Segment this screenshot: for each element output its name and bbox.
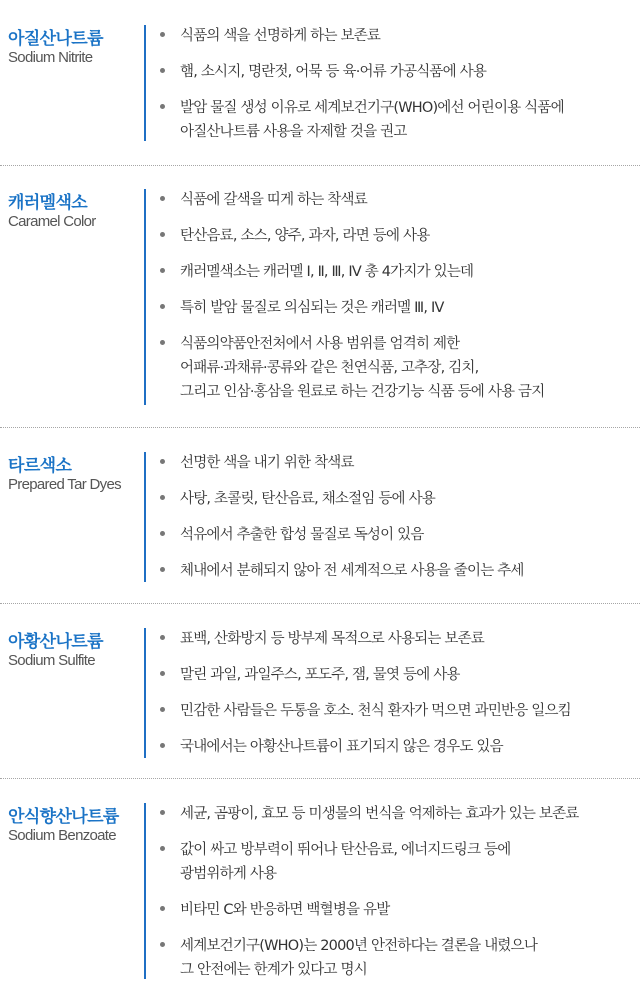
bullet-dot bbox=[160, 671, 165, 676]
bullet-dot bbox=[160, 304, 165, 309]
bullet-dot bbox=[160, 906, 165, 911]
bullet-list bbox=[158, 24, 638, 144]
list-item: 석유에서 추출한 합성 물질로 독성이 있음 bbox=[158, 523, 638, 547]
bullet-dot bbox=[160, 32, 165, 37]
bullet-dot bbox=[160, 104, 165, 109]
bullet-dot bbox=[160, 495, 165, 500]
section-title-ko: 타르색소 bbox=[8, 456, 72, 476]
section-title-ko: 안식향산나트륨 bbox=[8, 807, 119, 827]
section-title-en: Caramel Color bbox=[8, 213, 96, 230]
list-item: 특히 발암 물질로 의심되는 것은 캐러멜 Ⅲ, Ⅳ bbox=[158, 296, 638, 320]
section-title-en: Sodium Nitrite bbox=[8, 49, 93, 66]
bullet-dot bbox=[160, 743, 165, 748]
bullet-dot bbox=[160, 459, 165, 464]
bullet-dot bbox=[160, 531, 165, 536]
bullet-dot bbox=[160, 268, 165, 273]
section-accent-bar bbox=[144, 803, 146, 979]
section-accent-bar bbox=[144, 25, 146, 141]
bullet-dot bbox=[160, 942, 165, 947]
section-divider bbox=[0, 427, 640, 428]
list-item: 표백, 산화방지 등 방부제 목적으로 사용되는 보존료 bbox=[158, 627, 638, 651]
list-item: 체내에서 분해되지 않아 전 세계적으로 사용을 줄이는 추세 bbox=[158, 559, 638, 583]
bullet-dot bbox=[160, 810, 165, 815]
list-item: 식품에 갈색을 띠게 하는 착색료 bbox=[158, 188, 638, 212]
list-item: 세균, 곰팡이, 효모 등 미생물의 번식을 억제하는 효과가 있는 보존료 bbox=[158, 802, 638, 826]
list-item: 사탕, 초콜릿, 탄산음료, 채소절임 등에 사용 bbox=[158, 487, 638, 511]
bullet-list bbox=[158, 451, 638, 583]
bullet-list bbox=[158, 802, 638, 982]
list-item: 값이 싸고 방부력이 뛰어나 탄산음료, 에너지드링크 등에 광범위하게 사용 bbox=[158, 838, 638, 886]
list-item: 세계보건기구(WHO)는 2000년 안전하다는 결론을 내렸으나 그 안전에는 한계가 있다고 명시 bbox=[158, 934, 638, 982]
list-item: 민감한 사람들은 두통을 호소. 천식 환자가 먹으면 과민반응 일으킴 bbox=[158, 699, 638, 723]
section-title-en: Sodium Sulfite bbox=[8, 652, 95, 669]
section-divider bbox=[0, 778, 640, 779]
bullet-dot bbox=[160, 68, 165, 73]
section-title-en: Prepared Tar Dyes bbox=[8, 476, 121, 493]
list-item: 비타민 C와 반응하면 백혈병을 유발 bbox=[158, 898, 638, 922]
list-item: 햄, 소시지, 명란젓, 어묵 등 육·어류 가공식품에 사용 bbox=[158, 60, 638, 84]
list-item: 선명한 색을 내기 위한 착색료 bbox=[158, 451, 638, 475]
section-accent-bar bbox=[144, 628, 146, 758]
list-item: 말린 과일, 과일주스, 포도주, 잼, 물엿 등에 사용 bbox=[158, 663, 638, 687]
list-item: 식품의약품안전처에서 사용 범위를 엄격히 제한 어패류·과채류·콩류와 같은 천연식품, 고추장, 김치, 그리고 인삼·홍삼을 원료로 하는 건강기능 식품 등에 사용 금지 bbox=[158, 332, 638, 404]
bullet-dot bbox=[160, 846, 165, 851]
bullet-list bbox=[158, 627, 638, 759]
section-title-ko: 아질산나트륨 bbox=[8, 29, 103, 49]
section-accent-bar bbox=[144, 452, 146, 582]
section-title-ko: 아황산나트륨 bbox=[8, 632, 103, 652]
bullet-dot bbox=[160, 707, 165, 712]
list-item: 국내에서는 아황산나트륨이 표기되지 않은 경우도 있음 bbox=[158, 735, 638, 759]
bullet-list bbox=[158, 188, 638, 404]
section-divider bbox=[0, 165, 640, 166]
section-divider bbox=[0, 603, 640, 604]
list-item: 탄산음료, 소스, 양주, 과자, 라면 등에 사용 bbox=[158, 224, 638, 248]
list-item: 캐러멜색소는 캐러멜 Ⅰ, Ⅱ, Ⅲ, Ⅳ 총 4가지가 있는데 bbox=[158, 260, 638, 284]
bullet-dot bbox=[160, 567, 165, 572]
list-item: 발암 물질 생성 이유로 세계보건기구(WHO)에선 어린이용 식품에 아질산나트륨 사용을 자제할 것을 권고 bbox=[158, 96, 638, 144]
bullet-dot bbox=[160, 635, 165, 640]
bullet-dot bbox=[160, 196, 165, 201]
section-title-en: Sodium Benzoate bbox=[8, 827, 116, 844]
list-item: 식품의 색을 선명하게 하는 보존료 bbox=[158, 24, 638, 48]
section-accent-bar bbox=[144, 189, 146, 405]
bullet-dot bbox=[160, 232, 165, 237]
section-title-ko: 캐러멜색소 bbox=[8, 193, 88, 213]
bullet-dot bbox=[160, 340, 165, 345]
